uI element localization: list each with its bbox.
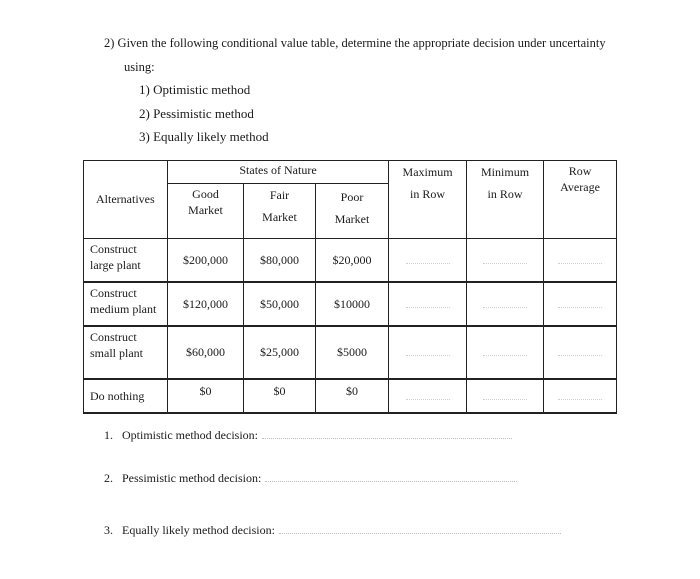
table-row	[84, 379, 617, 413]
state-fair-market: Fair Market	[244, 184, 316, 239]
value-cell: $10000	[316, 282, 389, 326]
answer-blank-cell[interactable]	[544, 239, 617, 283]
answer-blank-cell[interactable]	[389, 326, 467, 379]
table-row	[84, 239, 617, 283]
method-optimistic: 1) Optimistic method	[139, 82, 251, 97]
alternative-label: Construct large plant	[84, 239, 168, 283]
question-text: 2) Given the following conditional value table, determine the appropriate decision under uncertainty	[104, 36, 606, 50]
table-row	[84, 326, 617, 379]
row-average-header: Row Average	[544, 161, 617, 239]
answer-equally-likely: 3. Equally likely method decision:	[104, 523, 561, 538]
alternative-label: Construct medium plant	[84, 282, 168, 326]
answer-optimistic: 1. Optimistic method decision:	[104, 428, 512, 443]
value-cell: $200,000	[168, 239, 244, 283]
minimum-in-row-header: Minimum in Row	[467, 161, 544, 239]
answer-blank-cell[interactable]	[544, 282, 617, 326]
answer-optimistic-blank[interactable]	[262, 438, 512, 439]
value-cell: $0	[168, 379, 244, 413]
value-cell: $0	[316, 379, 389, 413]
method-pessimistic: 2) Pessimistic method	[139, 106, 254, 121]
question-continuation: using:	[124, 60, 155, 74]
alternative-label: Do nothing	[84, 379, 168, 413]
maximum-in-row-header: Maximum in Row	[389, 161, 467, 239]
answer-equally-likely-blank[interactable]	[279, 533, 561, 534]
value-cell: $0	[244, 379, 316, 413]
answer-pessimistic-blank[interactable]	[265, 481, 517, 482]
state-good-market: Good Market	[168, 184, 244, 239]
value-cell: $50,000	[244, 282, 316, 326]
alternative-label: Construct small plant	[84, 326, 168, 379]
method-equally-likely: 3) Equally likely method	[139, 129, 269, 144]
answer-blank-cell[interactable]	[389, 282, 467, 326]
answer-blank-cell[interactable]	[467, 239, 544, 283]
value-cell: $5000	[316, 326, 389, 379]
answer-blank-cell[interactable]	[544, 326, 617, 379]
value-cell: $20,000	[316, 239, 389, 283]
value-cell: $120,000	[168, 282, 244, 326]
answer-blank-cell[interactable]	[467, 282, 544, 326]
value-cell: $60,000	[168, 326, 244, 379]
answer-blank-cell[interactable]	[467, 326, 544, 379]
value-cell: $25,000	[244, 326, 316, 379]
table-row	[84, 282, 617, 326]
answer-blank-cell[interactable]	[389, 239, 467, 283]
answer-blank-cell[interactable]	[467, 379, 544, 413]
answer-blank-cell[interactable]	[544, 379, 617, 413]
answer-pessimistic: 2. Pessimistic method decision:	[104, 471, 517, 486]
conditional-value-table	[83, 160, 617, 414]
value-cell: $80,000	[244, 239, 316, 283]
alternatives-header: Alternatives	[84, 161, 168, 239]
answer-blank-cell[interactable]	[389, 379, 467, 413]
state-poor-market: Poor Market	[316, 184, 389, 239]
states-of-nature-header: States of Nature	[168, 161, 389, 184]
